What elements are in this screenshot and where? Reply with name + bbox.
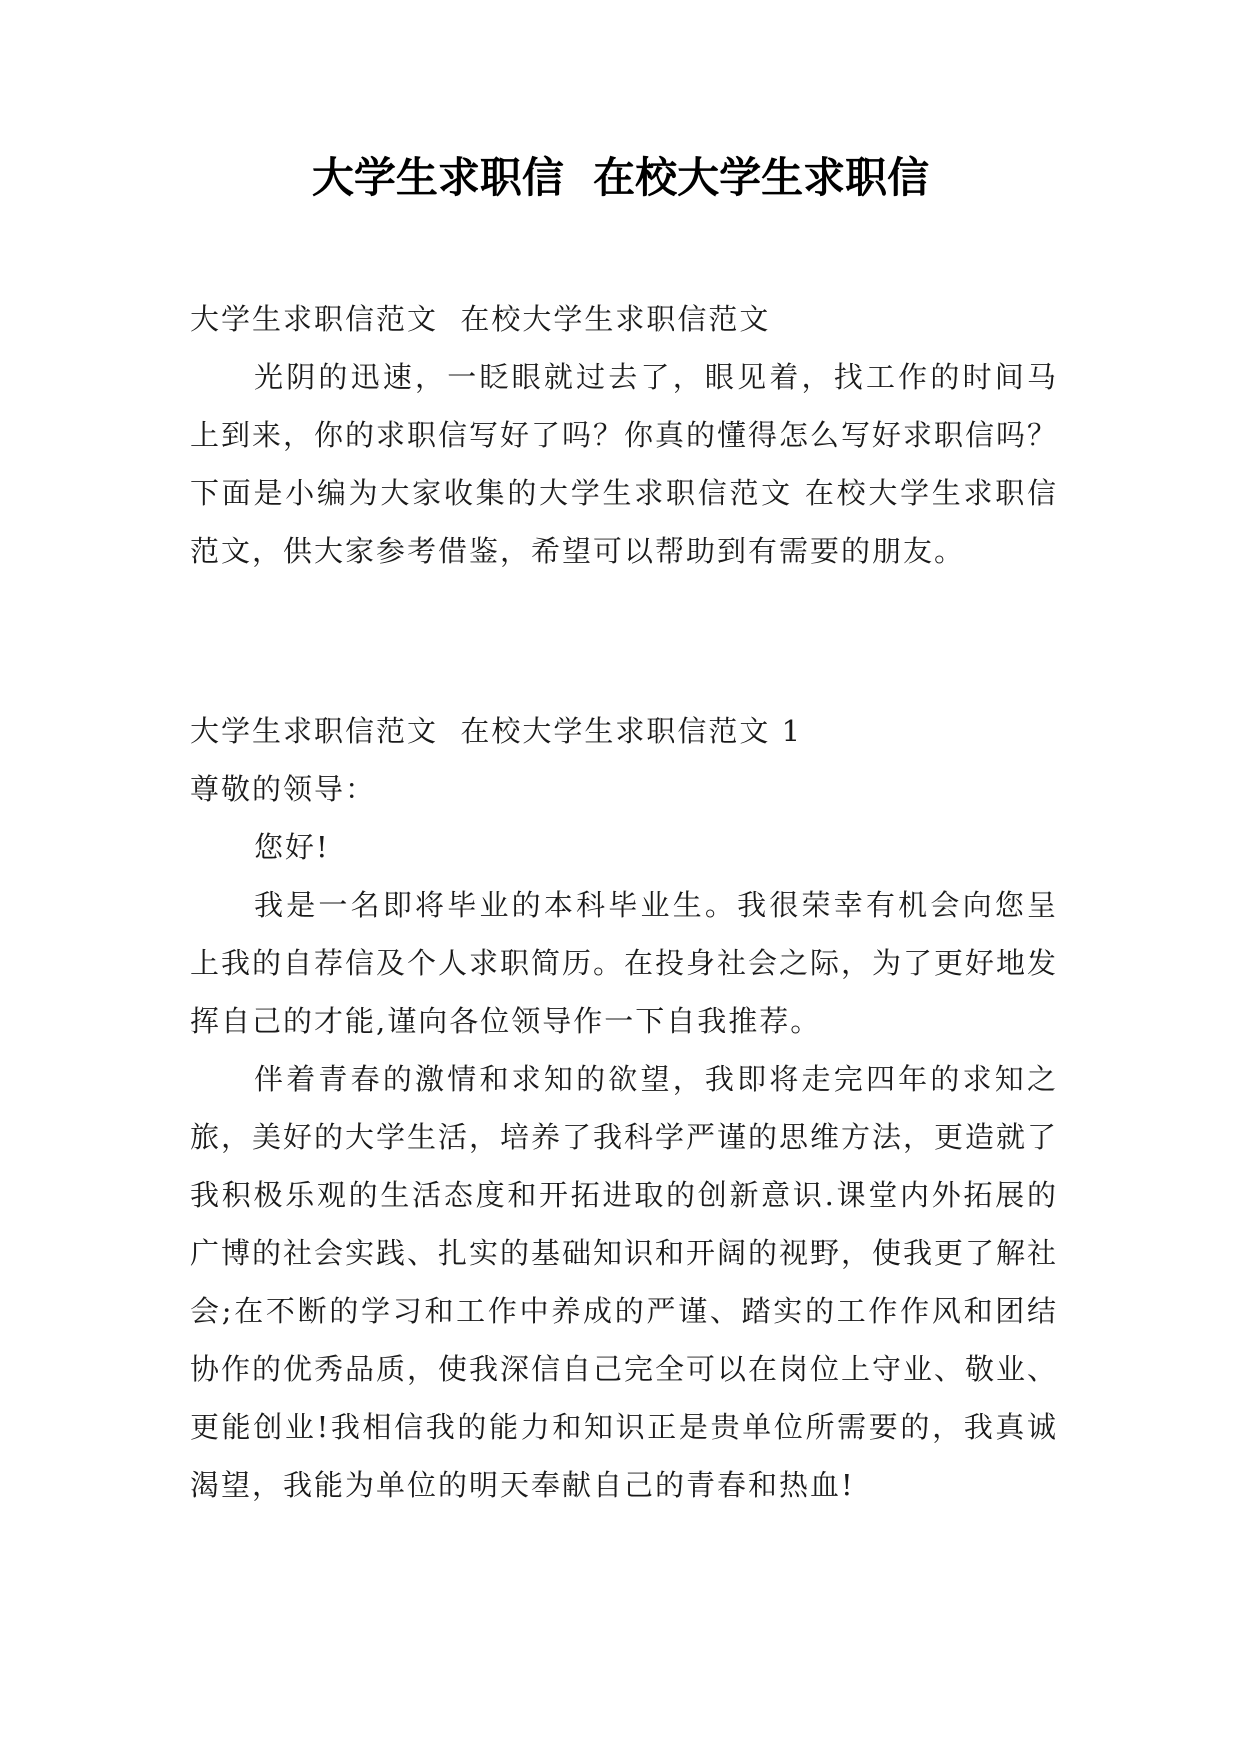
section-heading: 大学生求职信范文 在校大学生求职信范文 1 (190, 714, 803, 748)
intro-paragraph: 光阴的迅速，一眨眼就过去了，眼见着，找工作的时间马上到来，你的求职信写好了吗？你真的懂得怎么写好求职信吗？下面是小编为大家收集的大学生求职信范文 在校大学生求职信范文，供大家参考借鉴，希望可以帮助到有需要的朋友。 (190, 360, 1059, 568)
letter-paragraph-2: 伴着青春的激情和求知的欲望，我即将走完四年的求知之旅，美好的大学生活，培养了我科学严谨的思维方法，更造就了我积极乐观的生活态度和开拓进取的创新意识.课堂内外拓展的广博的社会实践、扎实的基础知识和开阔的视野，使我更了解社会;在不断的学习和工作中养成的严谨、踏实的工作作风和团结协作的优秀品质，使我深信自己完全可以在岗位上守业、敬业、更能创业!我相信我的能力和知识正是贵单位所需要的，我真诚渴望，我能为单位的明天奉献自己的青春和热血! (190, 1062, 1059, 1502)
intro-heading: 大学生求职信范文 在校大学生求职信范文 (190, 302, 771, 336)
intro-section (190, 290, 1058, 580)
document-title: 大学生求职信 在校大学生求职信 (311, 153, 930, 202)
letter-section (190, 702, 1058, 1514)
letter-paragraph-1: 我是一名即将毕业的本科毕业生。我很荣幸有机会向您呈上我的自荐信及个人求职简历。在投身社会之际，为了更好地发挥自己的才能,谨向各位领导作一下自我推荐。 (190, 888, 1059, 1038)
salutation: 尊敬的领导： (190, 772, 377, 806)
greeting: 您好! (254, 830, 330, 864)
